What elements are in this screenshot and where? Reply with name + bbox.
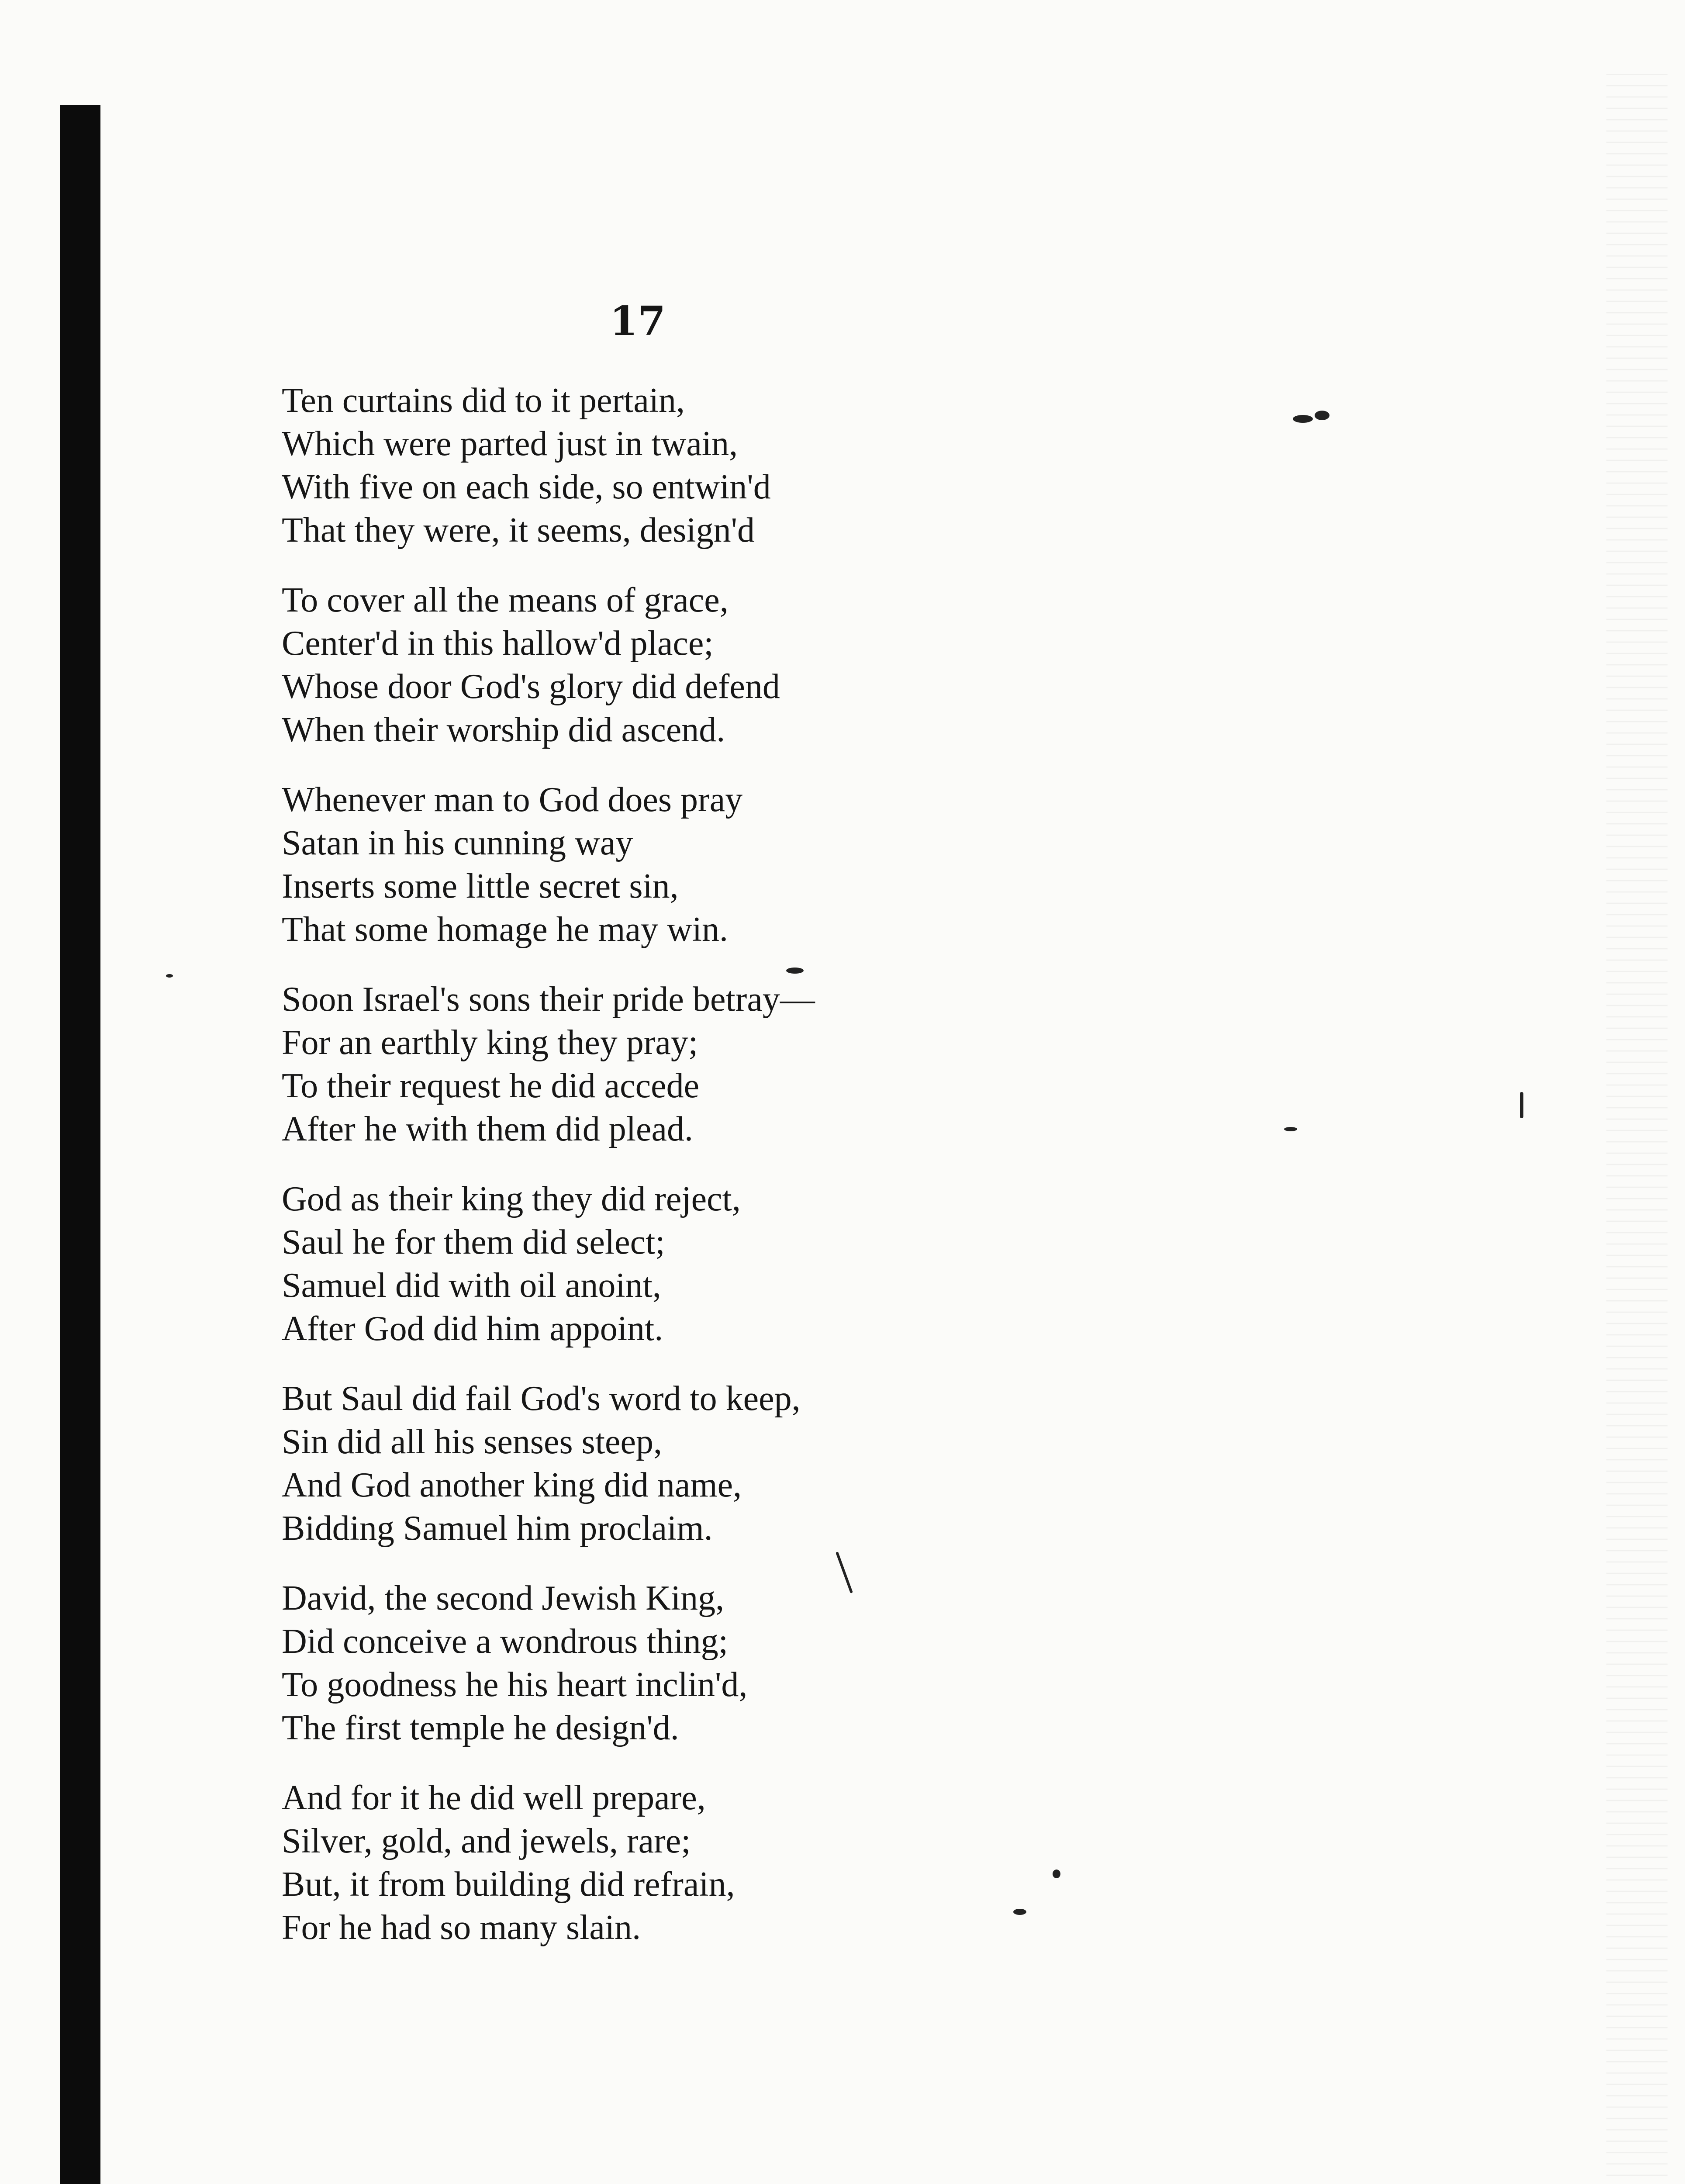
poem-line: Soon Israel's sons their pride betray— [282,980,815,1019]
poem-line: For an earthly king they pray; [282,1023,698,1062]
poem-line: The first temple he design'd. [282,1709,679,1747]
poem-line: That some homage he may win. [282,910,728,949]
poem-line: Satan in his cunning way [282,824,633,862]
scan-speck [1520,1092,1523,1118]
stanza-5 [282,1178,937,1351]
scan-speck [1293,415,1313,423]
poem-line: But Saul did fail God's word to keep, [282,1379,801,1418]
scan-speck [1284,1127,1297,1131]
poem-line: Ten curtains did to it pertain, [282,381,685,420]
stanza-2 [282,579,937,752]
poem-line: After he with them did plead. [282,1110,693,1148]
poem-line: Bidding Samuel him proclaim. [282,1509,713,1548]
poem-line: David, the second Jewish King, [282,1579,725,1617]
poem-line: God as their king they did reject, [282,1180,741,1218]
poem-line: That they were, it seems, design'd [282,511,755,549]
poem-line: Whose door God's glory did defend [282,667,780,706]
poem-line: When their worship did ascend. [282,711,725,749]
stanza-4 [282,978,937,1151]
poem-line: And God another king did name, [282,1466,742,1504]
stanza-8 [282,1776,937,1949]
poem-line: Center'd in this hallow'd place; [282,624,714,663]
poem-line: And for it he did well prepare, [282,1779,706,1817]
poem-line: After God did him appoint. [282,1310,663,1348]
binding-edge [60,105,100,2184]
poem-line: Whenever man to God does pray [282,781,743,819]
poem-line: To goodness he his heart inclin'd, [282,1666,748,1704]
poem-line: Saul he for them did select; [282,1223,665,1261]
stanza-6 [282,1377,937,1550]
poem-line: To their request he did accede [282,1067,700,1105]
page-number: 17 [609,297,666,345]
poem-line: Samuel did with oil anoint, [282,1266,661,1305]
stanza-7 [282,1577,937,1750]
poem-line: To cover all the means of grace, [282,581,729,619]
poem-line: With five on each side, so entwin'd [282,468,771,506]
page-edge-grain [1606,74,1668,2184]
scan-speck [166,974,173,978]
poem [282,379,937,1976]
scan-speck [1315,411,1329,420]
poem-line: Silver, gold, and jewels, rare; [282,1822,691,1860]
poem-line: For he had so many slain. [282,1908,641,1947]
scan-speck [1013,1909,1026,1915]
poem-line: Did conceive a wondrous thing; [282,1622,728,1661]
stanza-3 [282,778,937,951]
poem-line: Inserts some little secret sin, [282,867,679,905]
poem-line: Which were parted just in twain, [282,425,738,463]
scan-speck [1053,1870,1060,1878]
poem-line: But, it from building did refrain, [282,1865,735,1904]
poem-line: Sin did all his senses steep, [282,1423,663,1461]
stanza-1 [282,379,937,552]
